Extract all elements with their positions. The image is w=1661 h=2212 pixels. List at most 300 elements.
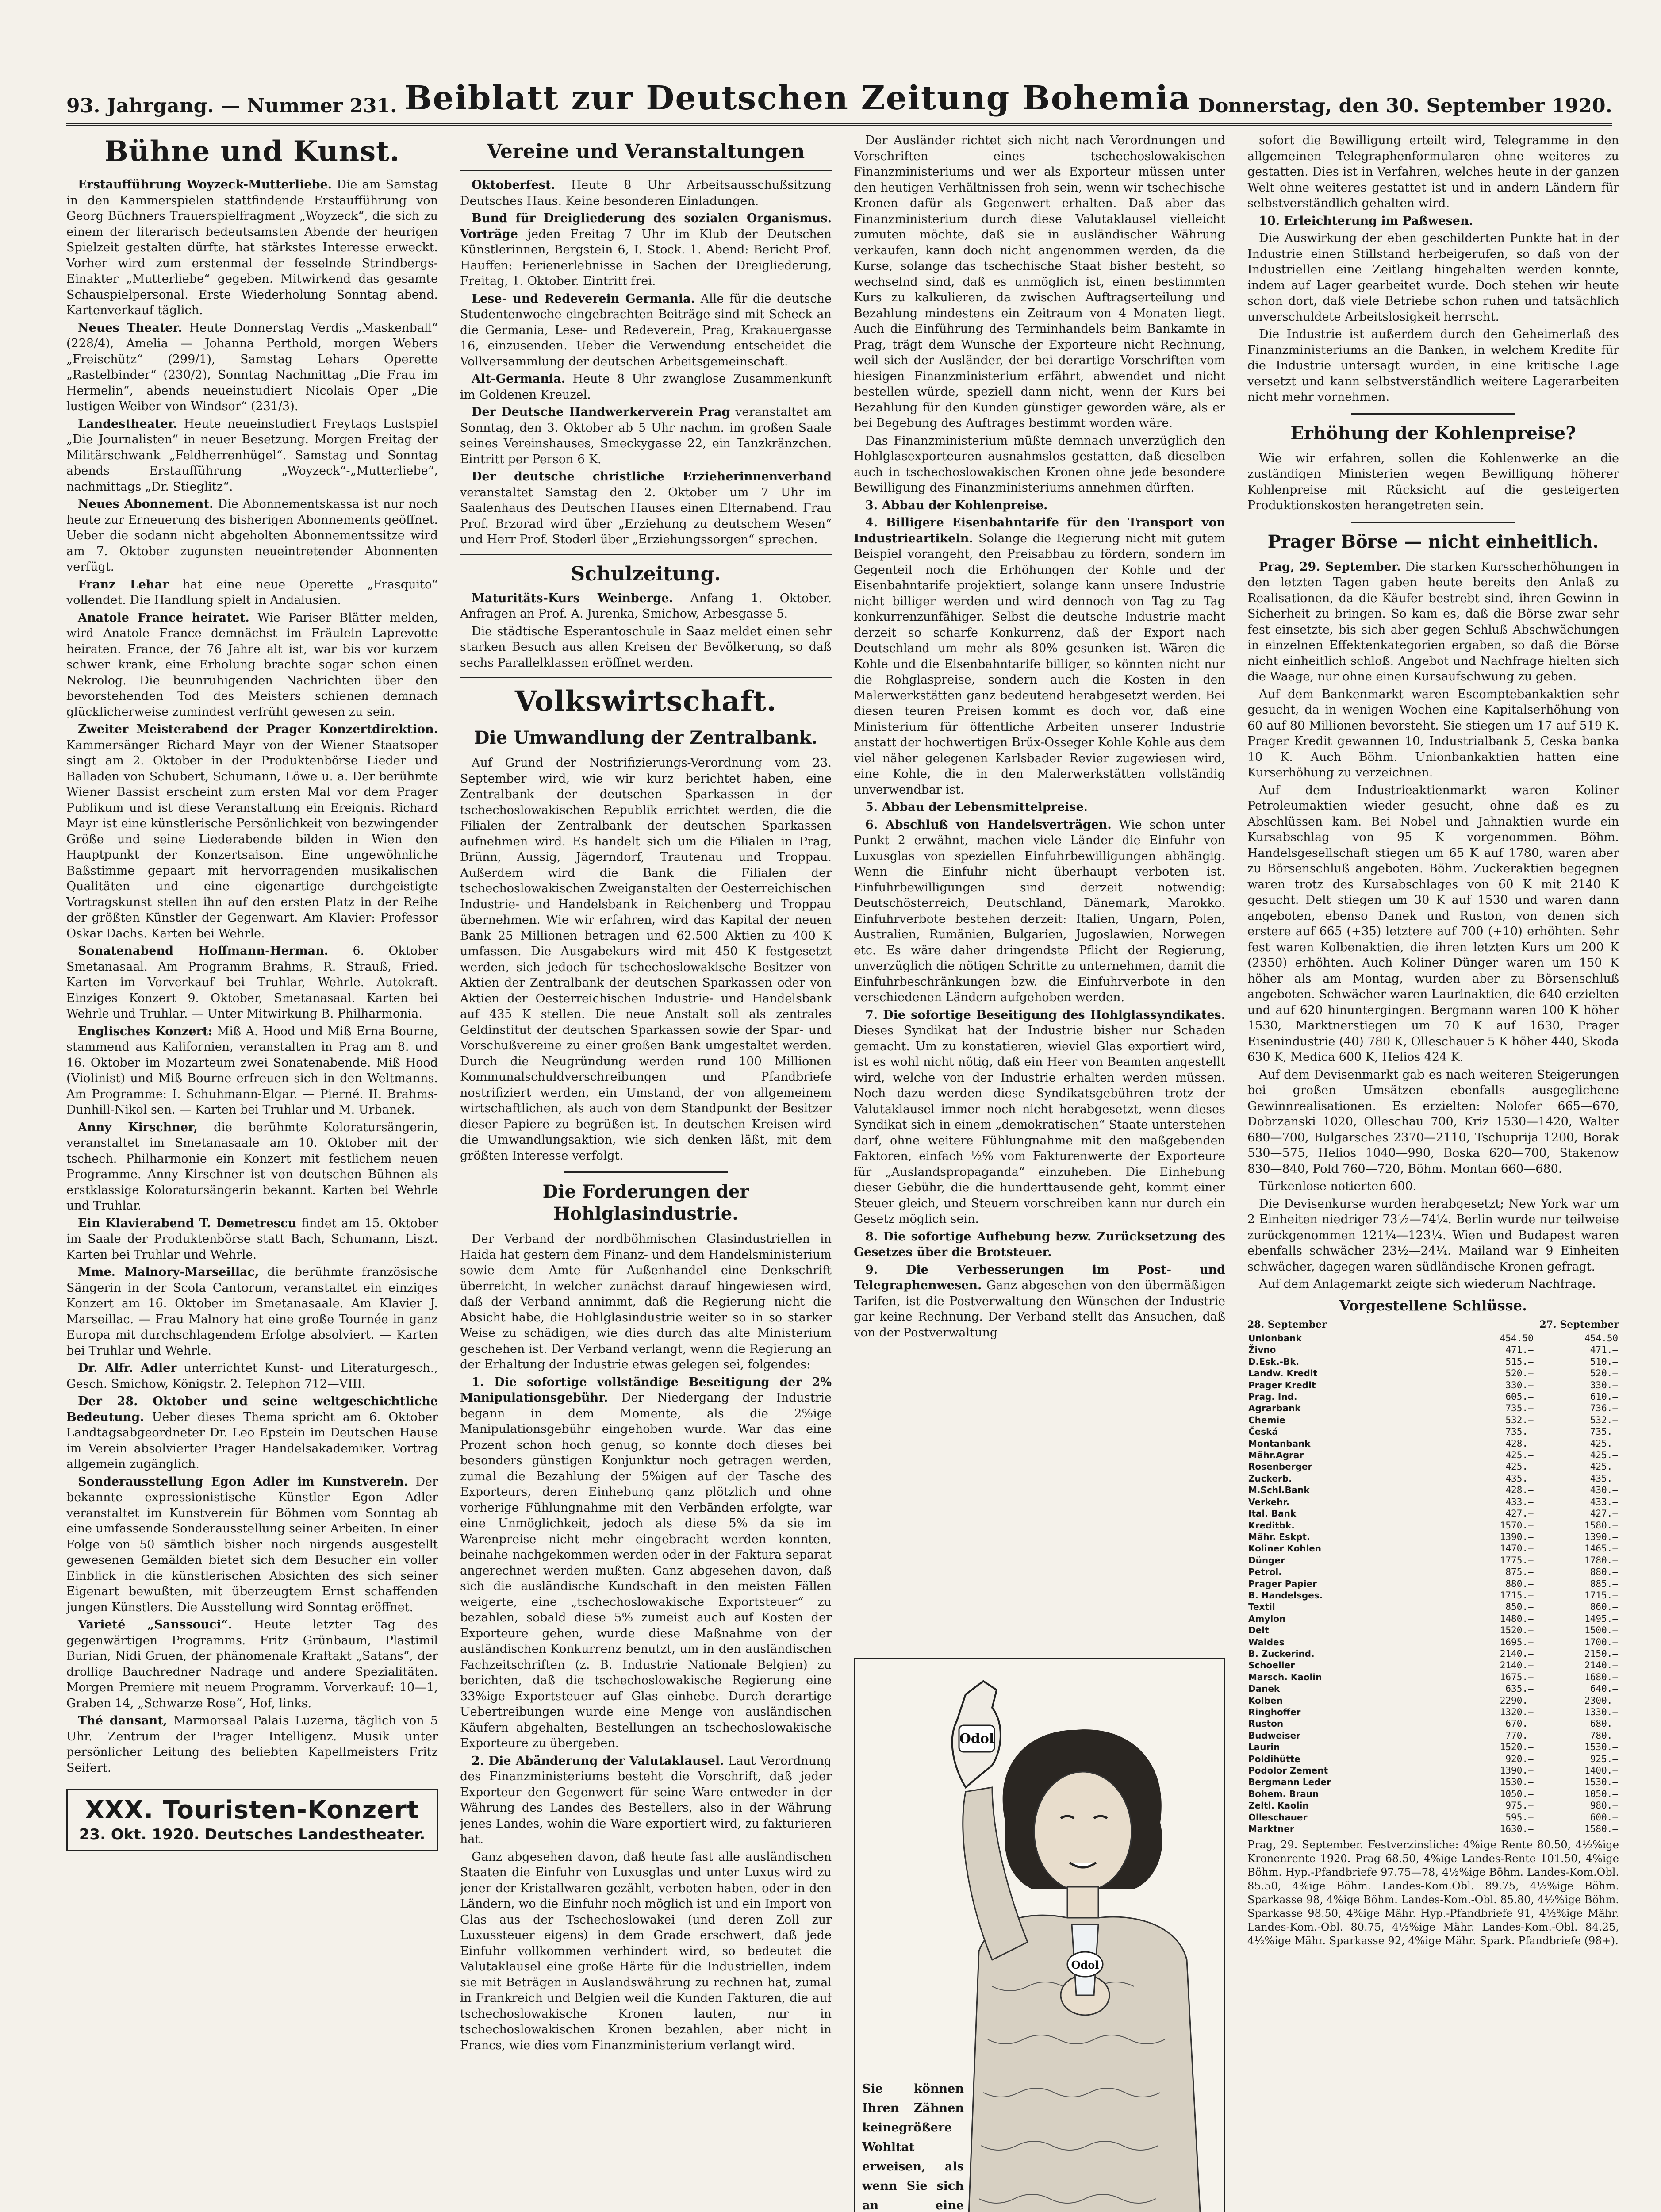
paragraph [460, 211, 832, 289]
quote-28-sep: 428.— [1505, 1485, 1534, 1496]
paragraph-lead: Varieté „Sanssouci“. [78, 1618, 232, 1632]
paragraph [460, 1375, 832, 1751]
paragraph-lead: 3. Abbau der Kohlenpreise. [865, 498, 1048, 512]
stock-name: Ital. Bank [1248, 1508, 1297, 1519]
boerse-body [1247, 559, 1619, 1292]
quote-28-sep: 595.— [1505, 1812, 1534, 1823]
quote-27-sep: 640.— [1590, 1683, 1618, 1694]
stock-name: Zeltl. Kaolin [1248, 1800, 1309, 1811]
paragraph [460, 291, 832, 370]
columns [66, 133, 1619, 2212]
table-row [1247, 1414, 1619, 1426]
quote-28-sep: 435.— [1505, 1473, 1534, 1484]
table-row [1247, 1601, 1619, 1613]
paragraph [1247, 1196, 1619, 1275]
paragraph-text: Die starken Kursscherhöhungen in den letzten Tagen gaben heute bereits den Anlaß zu Realisationen, da die Käufer bestrebt sind, ihren Gewinn in Sicherheit zu bringen. So kam es, daß die Börse zwar sehr fest einsetzte, bis sich aber gegen Schluß Abschwächungen in einzelnen Effektenkategorien ergaben, so daß die Börse nicht einheitlich schloß. Angebot und Nachfrage hielten sich die Waage, nur ohne einen Kursaufschwung zu geben. [1247, 560, 1619, 684]
paragraph-lead: Der 28. Oktober und seine weltgeschichtliche Bedeutung. [66, 1394, 438, 1424]
paragraph [66, 1360, 438, 1392]
article-heading-hohlglas: Die Forderungen der Hohlglasindustrie. [542, 1181, 749, 1224]
paragraph-lead: Anny Kirschner, [78, 1120, 198, 1134]
paragraph-text: Auf dem Anlagemarkt zeigte sich wiederum Nachfrage. [1259, 1277, 1596, 1291]
stock-quotes-table [1247, 1333, 1619, 1835]
paragraph-lead: Alt-Germania. [472, 372, 566, 386]
stock-name: Podolor Zement [1248, 1765, 1328, 1776]
quote-28-sep: 433.— [1505, 1496, 1534, 1507]
quote-27-sep: 425.— [1590, 1461, 1618, 1472]
paragraph-lead: Erstaufführung Woyzeck-Mutterliebe. [78, 178, 332, 192]
quote-27-sep: 885.— [1590, 1578, 1618, 1589]
quote-28-sep: 1630.— [1500, 1824, 1534, 1835]
stock-name: Mähr.Agrar [1248, 1450, 1304, 1461]
vereine-body [460, 177, 832, 548]
section-heading-buehne: Bühne und Kunst. [104, 135, 400, 168]
quote-27-sep: 425.— [1590, 1438, 1618, 1449]
paragraph-lead: Neues Abonnement. [78, 497, 214, 511]
hohlglas-body [460, 1231, 832, 2053]
quote-28-sep: 880.— [1505, 1578, 1534, 1589]
odol-advertisement [854, 1658, 1225, 2212]
quote-27-sep: 1330.— [1584, 1707, 1618, 1717]
table-row [1247, 1379, 1619, 1391]
stock-name: Dünger [1248, 1555, 1285, 1566]
quote-28-sep: 1320.— [1500, 1707, 1534, 1717]
paragraph-text: jeden Freitag 7 Uhr im Klub der Deutschen Künstlerinnen, Bergstein 6, I. Stock. 1. Abend: Bericht Prof. Hauffen: Ferienerlebnisse in Sachen der Dreigliederung, Freitag, 1. Oktober. Eintritt frei. [460, 227, 832, 288]
paragraph-text: Wie Pariser Blätter melden, wird Anatole France demnächst im Fräulein Laprevotte heiraten. France, der 76 Jahre alt ist, war bis vor kurzem schwer krank, eine Erholung brachte sogar schon einen Nekrolog. Die beunruhigenden Nachrichten über den bevorstehenden Tod des Meisters schienen demnach glücklicherweise zumindest verfrüht gewesen zu sein. [66, 611, 438, 719]
paragraph [66, 320, 438, 415]
paragraph-text: Die Industrie ist außerdem durch den Geheimerlaß des Finanzministeriums an die Banken, in welchem Kredite für die Industrie untersagt wurden, in eine kritische Lage versetzt und kann selbstverständlich weitere Lagerarbeiten nicht mehr vornehmen. [1247, 327, 1619, 404]
paragraph-text: Auf dem Devisenmarkt gab es nach weiteren Steigerungen bei großen Umsätzen ebenfalls ausgeglichene Gewinnrealisationen. Es erzielten: Nolofer 665—670, Dobrzanski 1020, Olleschau 700, Kriz 1530—1420, Walter 680—700, Bulgarsches 2370—2110, Tschuprija 1200, Borak 530—575, Helios 1040—990, Boska 620—700, Stakenow 830—840, Pold 760—720, Böhm. Montan 660—680. [1247, 1068, 1619, 1176]
table-row [1247, 1484, 1619, 1496]
bond-quotes-text: Prag, 29. September. Festverzinsliche: 4%ige Rente 80.50, 4½%ige Kronenrente 1920. Prag 68.50, 4%ige Landes-Rente 101.50, 4%ige Böhm. Hyp.-Pfandbriefe 97.75—78, 4½%ige Böhm. Landes-Kom.Obl. 85.50, 4%ige Böhm. Landes-Kom.Obl. 89.75, 4½%ige Böhm. Sparkasse 98, 4%ige Böhm. Landes-Kom.-Obl. 85.80, 4½%ige Böhm. Sparkasse 98.50, 4%ige Mähr. Hyp.-Pfandbriefe 91, 4½%ige Mähr. Landes-Kom.-Obl. 80.75, 4½%ige Mähr. Landes-Kom.-Obl. 84.25, 4½%ige Mähr. Sparkasse 92, 4%ige Mähr. Spark. Pfandbriefe (98+). [1247, 1839, 1619, 1947]
table-row [1247, 1531, 1619, 1543]
paragraph [66, 943, 438, 1022]
quote-27-sep: 1400.— [1584, 1765, 1618, 1776]
quote-27-sep: 1390.— [1584, 1531, 1618, 1542]
paragraph-lead: Sonatenabend Hoffmann-Herman. [78, 944, 329, 958]
paragraph-text: Laut Verordnung des Finanzministeriums besteht die Vorschrift, daß jeder Exporteur den Gegenwert für seine Ware entweder in der Währung des Landes des Bestellers, also in der Währung jenes Landes, wohin die Ware exportiert wird, zu fakturieren hat. [460, 1754, 832, 1846]
hohlglas-continuation [1247, 133, 1619, 405]
quote-28-sep: 454.50 [1500, 1333, 1534, 1344]
quote-27-sep: 880.— [1590, 1567, 1618, 1578]
quote-27-sep: 2150.— [1584, 1648, 1618, 1659]
paragraph [1247, 1276, 1619, 1292]
stock-name: Bergmann Leder [1248, 1777, 1331, 1788]
paragraph-text: veranstaltet Samstag den 2. Oktober um 7 Uhr im Saalenhaus des Deutschen Hauses einen Elternabend. Frau Prof. Brzorad wird über „Erziehung zu deutschem Wesen“ und Herr Prof. Stoderl über „Erziehungssorgen“ sprechen. [460, 485, 832, 546]
divider [460, 677, 832, 678]
paragraph-text: Heute 8 Uhr zwanglose Zusammenkunft im Goldenen Kreuzel. [460, 372, 832, 402]
quote-27-sep: 780.— [1590, 1730, 1618, 1741]
paragraph-lead: 4. Billigere Eisenbahntarife für den Transport von Industrieartikeln. [854, 516, 1225, 545]
paragraph-lead: 6. Abschluß von Handelsverträgen. [865, 818, 1112, 832]
stock-name: Agrarbank [1248, 1403, 1301, 1414]
table-row [1247, 1391, 1619, 1402]
paragraph [460, 624, 832, 671]
quote-28-sep: 471.— [1505, 1344, 1534, 1356]
paragraph-text: 6. Oktober Smetanasaal. Am Programm Brahms, R. Strauß, Fried. Karten im Vorverkauf bei Truhlar, Wehrle. Autokraft. Einziges Konzert 9. Oktober, Smetanasaal. Karten bei Wehrle und Truhlar. — Unter Mitwirkung B. Philharmonia. [66, 944, 438, 1021]
section-heading-schulzeitung: Schulzeitung. [571, 562, 721, 585]
table-row [1247, 1402, 1619, 1414]
stock-name: Ringhoffer [1248, 1707, 1301, 1717]
paragraph [66, 1120, 438, 1214]
quote-28-sep: 975.— [1505, 1800, 1534, 1811]
quote-27-sep: 1495.— [1584, 1613, 1618, 1624]
paragraph [66, 177, 438, 319]
paragraph-text: Das Finanzministerium müßte demnach unverzüglich den Hohlglasexporteuren ausnahmslos gestatten, daß dieselben auch in tschechoslowakischen Kronen ohne jede besondere Bewilligung des Finanzministeriums annehmen dürften. [854, 434, 1225, 495]
stock-name: Delt [1248, 1625, 1269, 1636]
paragraph-lead: Lese- und Redeverein Germania. [472, 292, 695, 306]
paragraph [854, 515, 1225, 798]
quote-27-sep: 1050.— [1584, 1788, 1618, 1799]
paragraph-text: hat eine neue Operette „Frasquito“ vollendet. Die Handlung spielt in Andalusien. [66, 577, 438, 607]
paragraph-text: Der Ausländer richtet sich nicht nach Verordnungen und Vorschriften eines tschechoslowakischen Finanzministeriums und wer als Exporteur müssen unter den heutigen Verhältnissen froh sein, wenn wir tschechische Kronen dafür als Gegenwert erhalten. Daß aber das Finanzministerium durch diese Valutaklausel vielleicht zumuten möchte, daß sie in ausländischer Währung verkaufen, kann doch nicht angenommen werden, da die Kurse, solange das tschechische Staat bisher besteht, so wechselnd sind, daß es unmöglich ist, einen bestimmten Kurs zu kalkulieren, da zwischen Auftragserteilung und Bezahlung mindestens ein Zeitraum von 4 Monaten liegt. Auch die Einführung des Terminhandels beim Bankamte in Prag, trägt dem Wunsche der Exporteure nicht Rechnung, weil sich der Ausländer, der bei derartige Vorschriften vom hiesigen Finanzministerium erfährt, abwendet und nicht bestellen würde, speziell dann nicht, wenn der Kurs bei Bezahlung für den Kunden günstiger geworden wäre, als er bei Begebung des Auftrages bestimmt worden wäre. [854, 134, 1225, 430]
table-row [1247, 1753, 1619, 1765]
table-row [1247, 1613, 1619, 1624]
table-row [1247, 1741, 1619, 1753]
quote-28-sep: 520.— [1505, 1368, 1534, 1379]
paragraph-lead: Anatole France heiratet. [78, 611, 249, 625]
odol-glass-label: Odol [1071, 1959, 1099, 1971]
stock-name: Textil [1248, 1601, 1275, 1613]
quote-27-sep: 680.— [1590, 1718, 1618, 1729]
quote-28-sep: 2140.— [1500, 1648, 1534, 1659]
paragraph [460, 1849, 832, 2054]
quote-28-sep: 330.— [1505, 1379, 1534, 1390]
paragraph-lead: Der Deutsche Handwerkerverein Prag [472, 405, 730, 419]
paragraph-text: Die am Samstag in den Kammerspielen stattfindende Erstaufführung von Georg Büchners Trauerspielfragment „Woyzeck“, die sich zu einem der literarisch bedeutsamsten Abende der heurigen Spielzeit gestalten dürfte, hat stärkstes Interesse erweckt. Vorher wird zum erstenmal der fesselnde Strindbergs-Einakter „Mutterliebe“ gegeben. Mitwirkend das gesamte Schauspielpersonal. Erste Wiederholung Sonntag abend. Kartenverkauf täglich. [66, 178, 438, 317]
zentralbank-body [460, 755, 832, 1164]
kurs-date-1: 28. September [1247, 1318, 1327, 1330]
article-heading-zentralbank: Die Umwandlung der Zentralbank. [474, 727, 818, 748]
quote-28-sep: 670.— [1505, 1718, 1534, 1729]
stock-name: Zuckerb. [1248, 1473, 1292, 1484]
table-row [1247, 1520, 1619, 1531]
quote-27-sep: 2300.— [1584, 1695, 1618, 1706]
quote-28-sep: 1695.— [1500, 1636, 1534, 1647]
quote-28-sep: 1715.— [1500, 1590, 1534, 1601]
quote-28-sep: 2140.— [1500, 1660, 1534, 1671]
quote-28-sep: 1570.— [1500, 1520, 1534, 1531]
paragraph [460, 1231, 832, 1373]
quote-27-sep: 1500.— [1584, 1625, 1618, 1636]
table-row [1247, 1426, 1619, 1437]
paragraph-lead: Bund für Dreigliederung des sozialen Organismus. Vorträge [460, 211, 832, 241]
paragraph-lead: 5. Abbau der Lebensmittelpreise. [865, 800, 1088, 814]
table-row [1247, 1508, 1619, 1519]
stock-name: Verkehr. [1248, 1496, 1289, 1507]
paragraph-lead: Zweiter Meisterabend der Prager Konzertdirektion. [78, 722, 438, 736]
table-row [1247, 1566, 1619, 1578]
paragraph-lead: Sonderausstellung Egon Adler im Kunstverein. [78, 1475, 408, 1489]
paragraph-lead: 7. Die sofortige Beseitigung des Hohlglassyndikates. [865, 1008, 1225, 1022]
paragraph [460, 1753, 832, 1847]
stock-name: Petrol. [1248, 1567, 1282, 1578]
quote-27-sep: 532.— [1590, 1414, 1618, 1425]
quote-27-sep: 330.— [1590, 1379, 1618, 1390]
paragraph [1247, 451, 1619, 514]
paragraph-text: Der Verband der nordböhmischen Glasindustriellen in Haida hat gestern dem Finanz- und dem Handelsministerium sowie dem Amte für Außenhandel eine Denkschrift überreicht, in welcher zunächst darauf hingewiesen wird, daß der Verband annimmt, daß die Regierung nicht die Absicht habe, die Hohlglasindustrie weiter so in so starker Weise zu schädigen, wie dies durch das alte Ministerium geschehen ist. Der Verband verlangt, wenn die Regierung an der Erhaltung der Industrie etwas gelegen sei, folgendes: [460, 1232, 832, 1371]
divider [1351, 522, 1515, 523]
stock-name: Mähr. Eskpt. [1248, 1531, 1310, 1542]
table-row [1247, 1636, 1619, 1648]
paragraph [460, 177, 832, 209]
table-row [1247, 1624, 1619, 1636]
schulzeitung-body [460, 591, 832, 671]
paragraph [854, 799, 1225, 815]
paragraph [460, 591, 832, 622]
paragraph-text: Ganz abgesehen davon, daß heute fast alle ausländischen Staaten die Einfuhr von Luxusglas und unter Luxus wird zu jener der Kristallwaren gezählt, verboten haben, oder in den Ländern, wo die Einfuhr noch möglich ist und ein Import von Glas aus der Tschechoslowakei (und deren Zoll zur Luxussteuer eigens) in dem Grade erschwert, daß jede Einfuhr vollkommen verhindert wird, so bedeutet die Valutaklausel eine große Härte für die Industriellen, indem sie mit Beträgen in Auslandswährung zu rechnen hat, zumal in Frankreich und Belgien weil die Kunden Fakturen, die auf tschechoslowakische Kronen lauten, nur in tschechoslowakischen Kronen bezahlen, aber nicht in Francs, wie dies vom Finanzministerium verlangt wird. [460, 1850, 832, 2052]
table-row [1247, 1718, 1619, 1729]
quote-27-sep: 1465.— [1584, 1543, 1618, 1554]
paragraph-text: Auf Grund der Nostrifizierungs-Verordnung vom 23. September wird, wie wir kurz berichtet haben, eine Zentralbank der deutschen Sparkassen in der tschechoslowakischen Republik errichtet werden, die die Filialen der Zentralbank der deutschen Sparkassen aufnehmen wird. Es handelt sich um die Filialen in Prag, Brünn, Aussig, Jägerndorf, Trautenau und Troppau. Außerdem wird die Bank die Filialen der tschechoslowakischen Zweiganstalten der Oesterreichischen Industrie- und Handelsbank in Reichenberg und Troppau übernehmen. Wie wir erfahren, wird das Kapital der neuen Bank 25 Millionen betragen und 62.500 Aktien zu 400 K umfassen. Die Ausgabekurs wird mit 450 K festgesetzt werden, sich jedoch für tschechoslowakische Besitzer von Aktien der Zentralbank der deutschen Sparkassen oder von Aktien der Oesterreichischen Industrie- und Handelsbank auf 435 K stellen. Die neue Anstalt soll als zentrales Geldinstitut der deutschen Sparkassen sowie der Spar- und Vorschußvereine zu einer großen Bank umgestaltet werden. Durch die Neugründung werden rund 100 Millionen Kommunalschuldverschreibungen und Pfandbriefe nostrifiziert werden, ein Umstand, der von allgemeinem wirtschaftlichen, als auch von dem Standpunkt der Besitzer dieser Papiere zu begrüßen ist. In deutschen Kreisen wird die Umwandlungsaktion, wie sich denken läßt, mit dem größten Interesse verfolgt. [460, 756, 832, 1163]
column-1 [66, 133, 438, 2212]
quote-28-sep: 427.— [1505, 1508, 1534, 1519]
quote-27-sep: 1530.— [1584, 1742, 1618, 1753]
paragraph-text: Wie schon unter Punkt 2 erwähnt, machen viele Länder die Einfuhr von Luxusglas von speziellen Einfuhrbewilligungen abhängig. Wenn die Einfuhr nicht überhaupt verboten ist. Einfuhrbewilligungen sind derzeit notwendig: Deutschösterreich, Deutschland, Dänemark, Marokko. Einfuhrverbote bestehen derzeit: Italien, Ungarn, Polen, Australien, Rumänien, Bulgarien, Jugoslawien, Norwegen etc. Es wäre daher dringendste Pflicht der Regierung, unverzüglich die nötigen Schritte zu unternehmen, damit die Einfuhrbeschränkungen bzw. die Einfuhrverbote in den verschiedenen Ländern aufgehoben werden. [854, 818, 1225, 1004]
stock-name: Prager Kredit [1248, 1379, 1316, 1390]
paragraph-text: Marmorsaal Palais Luzerna, täglich von 5 Uhr. Zentrum der Prager Intelligenz. Musik unter persönlicher Leitung des beliebten Kapellmeisters Fritz Seifert. [66, 1714, 438, 1775]
paragraph [66, 416, 438, 495]
touristen-konzert-ad [66, 1789, 438, 1851]
paragraph-text: unterrichtet Kunst- und Literaturgesch., Gesch. Smichow, Königstr. 2. Telephon 712—VIII. [66, 1361, 438, 1391]
paragraph [460, 404, 832, 467]
paragraph-lead: Neues Theater. [78, 321, 182, 335]
column-2 [460, 133, 832, 2212]
column-1-body [66, 177, 438, 1776]
odol-bottle-label: Odol [959, 1731, 994, 1747]
paragraph-text: Türkenlose notierten 600. [1259, 1179, 1417, 1193]
quote-28-sep: 1470.— [1500, 1543, 1534, 1554]
quote-28-sep: 920.— [1505, 1753, 1534, 1764]
column-4 [1247, 133, 1619, 2212]
divider [1351, 413, 1515, 415]
quote-27-sep: 1580.— [1584, 1520, 1618, 1531]
paragraph [66, 1024, 438, 1118]
paragraph [854, 1229, 1225, 1260]
odol-slogan: Sie können Ihren Zähnen keinegrößere Wohltat erweisen, als wenn Sie sich an eine [862, 2082, 964, 2212]
issue-date: Donnerstag, den 30. September 1920. [1198, 95, 1612, 117]
kurs-table-heading: Vorgestellene Schlüsse. [1339, 1297, 1527, 1314]
paragraph-lead: Dr. Alfr. Adler [78, 1361, 177, 1375]
paragraph-text: Anfang 1. Oktober. Anfragen an Prof. A. Jurenka, Smichow, Arbesgasse 5. [460, 591, 832, 621]
paragraph [1247, 133, 1619, 211]
quote-27-sep: 1680.— [1584, 1671, 1618, 1682]
stock-name: Prager Papier [1248, 1578, 1317, 1589]
quote-28-sep: 532.— [1505, 1414, 1534, 1425]
paragraph [854, 1262, 1225, 1341]
table-row [1247, 1344, 1619, 1356]
paragraph [854, 433, 1225, 496]
table-row [1247, 1683, 1619, 1694]
stock-name: Danek [1248, 1683, 1280, 1694]
paragraph-text: Auf dem Bankenmarkt waren Escomptebankaktien sehr gesucht, da in wenigen Wochen eine Kapitalserhöhung von 60 auf 80 Millionen bevorsteht. Sie stiegen um 17 auf 519 K. Prager Kredit gewannen 10, Industrialbank 5, Ceska banka 10 K. Auch Böhm. Unionbankaktien hatten eine Kurserhöhung zu verzeichnen. [1247, 687, 1619, 780]
table-row [1247, 1356, 1619, 1367]
kurs-table-dates [1247, 1317, 1619, 1333]
stock-name: Rosenberger [1248, 1461, 1312, 1472]
stock-name: Schoeller [1248, 1660, 1295, 1671]
table-row [1247, 1671, 1619, 1683]
paragraph [66, 1394, 438, 1472]
section-heading-vereine: Vereine und Veranstaltungen [487, 140, 805, 163]
paragraph-text: Heute neueinstudiert Freytags Lustspiel „Die Journalisten“ in neuer Besetzung. Morgen Freitag der Militärschwank „Feldherrenhügel“. Samstag und Sonntag abends Erstaufführung „Woyzeck“-„Mutterliebe“, nachmittags „Dr. Stieglitz“. [66, 417, 438, 494]
quote-28-sep: 1775.— [1500, 1555, 1534, 1566]
paragraph-text: Die Devisenkurse wurden herabgesetzt; New York war um 2 Einheiten niedriger 73½—74¼. Berlin wurde nur teilweise zurückgenommen 121¼—123¼. Wien und Budapest waren ebenfalls schwächer 23½—24¼. Mailand war 9 Einheiten schwächer, dagegen waren südländische Kronen gefragt. [1247, 1197, 1619, 1274]
quote-28-sep: 515.— [1505, 1356, 1534, 1367]
table-row [1247, 1812, 1619, 1823]
paragraph [66, 1264, 438, 1359]
paragraph [460, 469, 832, 548]
paragraph-lead: Englisches Konzert: [78, 1024, 213, 1038]
table-row [1247, 1788, 1619, 1800]
table-row [1247, 1659, 1619, 1671]
paragraph-lead: Ein Klavierabend T. Demetrescu [78, 1216, 297, 1230]
table-row [1247, 1438, 1619, 1449]
paragraph-text: veranstaltet am Sonntag, den 3. Oktober ab 5 Uhr nachm. im großen Saale seines Vereinshauses, Smeckygasse 22, ein Tanzkränzchen. Eintritt per Person 6 K. [460, 405, 832, 466]
divider [460, 554, 832, 555]
paragraph [1247, 326, 1619, 405]
paragraph [66, 1617, 438, 1711]
table-row [1247, 1695, 1619, 1706]
paragraph-text: findet am 15. Oktober im Saale der Produktenbörse statt Bach, Schumann, Liszt. Karten bei Truhlar und Wehrle. [66, 1216, 438, 1262]
paragraph [1247, 230, 1619, 325]
quote-28-sep: 1390.— [1500, 1765, 1534, 1776]
paragraph-text: die berühmte französische Sängerin in der Scola Cantorum, veranstaltet ein einziges Konzert am 16. Oktober im Smetanasaale. Am Klavier J. Marseillac. — Frau Malnory hat eine große Tournée in ganz Europa mit durchschlagendem Erfolge absolviert. — Karten bei Truhlar und Wehrle. [66, 1265, 438, 1358]
paragraph [66, 610, 438, 720]
paragraph-lead: 2. Die Abänderung der Valutaklausel. [472, 1754, 724, 1768]
paragraph [66, 577, 438, 608]
paragraph [1247, 559, 1619, 685]
paragraph-lead: Franz Lehar [78, 577, 169, 591]
paragraph-lead: 8. Die sofortige Aufhebung bezw. Zurücksetzung des Gesetzes über die Brotsteuer. [854, 1229, 1225, 1259]
paragraph [460, 755, 832, 1164]
stock-name: Marsch. Kaolin [1248, 1671, 1322, 1682]
stock-name: Budweiser [1248, 1730, 1301, 1741]
quote-28-sep: 425.— [1505, 1450, 1534, 1461]
table-row [1247, 1333, 1619, 1344]
table-row [1247, 1730, 1619, 1741]
article-heading-boerse: Prager Börse — nicht einheitlich. [1267, 531, 1599, 552]
paragraph-text: sofort die Bewilligung erteilt wird, Telegramme in den allgemeinen Telegraphenformularen ohne weiteres zu gestatten. Dies ist in Verfahren, welches heute in der ganzen Welt ohne weiteres gestattet ist und in andern Ländern für selbstverständlich gehalten wird. [1247, 134, 1619, 210]
quote-27-sep: 1715.— [1584, 1590, 1618, 1601]
quote-28-sep: 635.— [1505, 1683, 1534, 1694]
paragraph-text: Die Abonnementskassa ist nur noch heute zur Erneuerung des bisherigen Abonnements geöffnet. Ueber die sodann nicht abgeholten Abonnementssitze wird am 7. Oktober zugunsten neueintretender Abonnenten verfügt. [66, 497, 438, 574]
paragraph-lead: Prag, 29. September. [1259, 560, 1401, 574]
divider [564, 1171, 728, 1173]
quote-27-sep: 1580.— [1584, 1824, 1618, 1835]
table-row [1247, 1765, 1619, 1776]
quote-27-sep: 610.— [1590, 1391, 1618, 1402]
paragraph [66, 722, 438, 941]
quote-28-sep: 735.— [1505, 1403, 1534, 1414]
paragraph-text: Der bekannte expressionistische Künstler Egon Adler veranstaltet im Kunstverein für Böhmen vom Sonntag ab eine umfassende Sonderausstellung seiner Arbeiten. In einer Folge von 50 sämtlich bisher noch nirgends ausgestellt gewesenen Gemälden bietet sich dem Besucher ein voller Einblick in die künstlerischen Absichten des sich seiner Eigenart bewußten, mit überzeugtem Ernst schaffenden jungen Künstlers. Die Ausstellung wird Sonntag eröffnet. [66, 1475, 438, 1614]
paragraph-text: Der Niedergang der Industrie begann in dem Momente, als die 2%ige Manipulationsgebühr eingehoben wurde. War das eine Prozent schon hoch genug, so konnte doch dieses bei besonders günstigen Konjunktur noch getragen werden, zumal die Bezahlung der 5%igen auf der Tasche des Exporteurs, deren Einhebung ganz plötzlich und ohne vorherige Fühlungnahme mit den Verbänden erfolgte, war eine Unmöglichkeit, jedoch als diese 5% da sie im Warenpreise nicht mehr eingebracht werden konnten, beinahe nachgekommen werden oder in der Faktura separat angerechnet werden mußten. Ganz abgesehen davon, daß sich die ausländische Kundschaft in den meisten Fällen weigerte, eine „tschechoslowakische Exportsteuer“ zu bezahlen, sobald diese 5% zumeist auch auf Kosten der Exporteure gehen, wurde diese Maßnahme von der ausländischen Konkurrenz benutzt, um in den ausländischen Fachzeitschriften (z. B. Industrie Nationale Belgien) zu berichten, daß die tschechoslowakische Regierung eine 33%ige Exportsteuer auf Glas einhebe. Durch derartige Uebertreibungen wurde eine Menge von ausländischen Käufern abgehalten, Bestellungen an tschechoslowakische Exporteure zu übergeben. [460, 1391, 832, 1750]
quote-27-sep: 427.— [1590, 1508, 1618, 1519]
paragraph-text: Dieses Syndikat hat der Industrie bisher nur Schaden gemacht. Um zu konstatieren, wieviel Glas exportiert wird, ist es wohl nicht nötig, daß ein Heer von Beamten angestellt wird, welche von der Industrie erhalten werden müssen. Noch dazu werden diese Syndikatsgebühren trotz der Valutaklausel immer noch nicht herabgesetzt, wenn dieses Syndikat sich in einem „demokratischen“ Staate unterstehen darf, ohne weitere Fühlungnahme mit den maßgebenden Faktoren, einfach ½% vom Fakturenwerte der Exporteure für „Auslandspropaganda“ einzuheben. Die Einhebung dieser Gebühr, die die hunderttausende geht, kommt einer Steuer gleich, und Steuern vorschreiben kann nur durch ein Gesetz möglich sein. [854, 1024, 1225, 1226]
paragraph-lead: 9. Die Verbesserungen im Post- und Telegraphenwesen. [854, 1263, 1225, 1292]
quote-27-sep: 2140.— [1584, 1660, 1618, 1671]
paragraph-text: Heute letzter Tag des gegenwärtigen Programms. Fritz Grünbaum, Plastimil Burian, Nidi Gruen, der phänomenale Kraftakt „Satans“, der drollige Bauchredner Nadrage und andere Spezialitäten. Morgen Premiere mit neuem Programm. Vorverkauf: 10—1, Graben 14, „Schwarze Rose“, Hof, links. [66, 1618, 438, 1710]
paragraph-text: die berühmte Koloratursängerin, veranstaltet im Smetanasaale am 10. Oktober mit der tschech. Philharmonie ein Konzert mit festlichem neuen Programme. Anny Kirschner ist von deutschen Bühnen als erstklassige Koloratursängerin bekannt. Karten bei Wehrle und Truhlar. [66, 1120, 438, 1213]
issue-number: 93. Jahrgang. — Nummer 231. [66, 95, 397, 117]
table-row [1247, 1449, 1619, 1461]
paragraph-text: Auf dem Industrieaktienmarkt waren Koliner Petroleumaktien wieder gesucht, ohne daß es zu Abschlüssen kam. Bei Nobel und Jahnaktien wurde ein Kursabschlag von 95 K vorgenommen. Böhm. Handelsgesellschaft stiegen um 65 K auf 1780, waren aber zu Börsenschluß angeboten. Böhm. Zuckeraktien begegnen waren trotz des Kursabschlages von 60 K mit 2140 K gesucht. Delt stiegen um 30 K auf 1530 und waren dann angeboten, ebenso Danek und Ruston, von denen sich erstere auf 665 (+35) letztere auf 700 (+10) erhöhten. Sehr fest waren Kolbenaktien, die ihren letzten Kurs um 200 K (2350) erhöhten. Auch Koliner Dünger waren um 150 K höher als am Montag, wurden aber zu Börsenschluß angeboten. Schwächer waren Laurinaktien, die 640 erzielten und auf 620 hinuntergingen. Bergmann waren 100 K höher 1530, Marktnerstiegen um 70 K auf 1630, Prager Eisenindustrie (40) 780 K, Olleschauer 5 K höher 440, Skoda 630 K, Medica 600 K, Helios 424 K. [1247, 783, 1619, 1064]
paragraph-text: Solange die Regierung nicht mit gutem Beispiel vorangeht, den Preisabbau zu fördern, sondern im Gegenteil noch die Erhöhungen der Kohle und der Eisenbahntarife projektiert, solange kann unsere Industrie nicht billiger werden und wird dennoch von Tag zu Tag konkurrenzunfähiger. Selbst die deutsche Industrie macht derzeit so scharfe Konkurrenz, daß der Export nach Deutschland um mehr als 80% gesunken ist. Wären die Kohle und die Eisenbahntarife billiger, so könnten nicht nur die Rohglaspreise, sondern auch die Kosten in den Malerwerkstätten ganz bedeutend herabgesetzt werden. Bei diesen teuren Preisen kommt es doch vor, daß eine Ministerium für öffentliche Arbeiten unserer Industrie anstatt der hochwertigen Brüx-Osseger Kohle Kohle aus dem viel näher gelegenen Karlsbader Revier zugewiesen wird, eine Kohle, die in den Malerwerkstätten vollständig unverwendbar ist. [854, 531, 1225, 797]
paragraph-text: Die städtische Esperantoschule in Saaz meldet einen sehr starken Besuch aus allen Kreisen der Bevölkerung, so daß sechs Parallelklassen eröffnet werden. [460, 624, 832, 670]
paragraph-text: Heute 8 Uhr Arbeitsausschußsitzung Deutsches Haus. Keine besonderen Einladungen. [460, 178, 832, 208]
quote-28-sep: 735.— [1505, 1426, 1534, 1437]
kohlenpreise-body [1247, 451, 1619, 514]
quote-28-sep: 1520.— [1500, 1742, 1534, 1753]
stock-name: Poldihütte [1248, 1753, 1300, 1764]
quote-27-sep: 471.— [1590, 1344, 1618, 1356]
stock-name: Montanbank [1248, 1438, 1311, 1449]
stock-name: B. Zuckerind. [1248, 1648, 1315, 1659]
quote-27-sep: 435.— [1590, 1473, 1618, 1484]
table-row [1247, 1496, 1619, 1508]
quote-27-sep: 925.— [1590, 1753, 1618, 1764]
stock-name: Česká [1248, 1426, 1278, 1437]
quote-28-sep: 425.— [1505, 1461, 1534, 1472]
paragraph [1247, 1067, 1619, 1177]
quote-27-sep: 425.— [1590, 1450, 1618, 1461]
paragraph-text: Ueber dieses Thema spricht am 6. Oktober Landtagsabgeordneter Dr. Leo Epstein im Deutschen Hause im Verein absolvierter Prager Handelsakademiker. Vortrag allgemein zugänglich. [66, 1410, 438, 1471]
quote-27-sep: 1700.— [1584, 1636, 1618, 1647]
table-row [1247, 1578, 1619, 1590]
paragraph-text: Miß A. Hood und Miß Erna Bourne, stammend aus Kalifornien, veranstalten in Prag am 8. und 16. Oktober im Mozarteum zwei Sonatenabende. Miß Hood (Violinist) und Miß Bourne erfreuen sich in den Weltmanns. Am Programme: I. Schuhmann-Elgar. — Pierné. II. Brahms-Dunhill-Nikol sen. — Karten bei Truhlar und M. Urbanek. [66, 1024, 438, 1117]
paragraph-text: Ganz abgesehen von den übermäßigen Tarifen, ist die Postverwaltung den Wünschen der Industrie gar keine Rechnung. Der Verband stellt das Ansuchen, daß von der Postverwaltung [854, 1279, 1225, 1340]
stock-name: Landw. Kredit [1248, 1368, 1318, 1379]
column-3 [854, 133, 1225, 2212]
table-row [1247, 1555, 1619, 1566]
quote-27-sep: 454.50 [1584, 1333, 1618, 1344]
stock-name: Laurin [1248, 1742, 1280, 1753]
newspaper-title: Beiblatt zur Deutschen Zeitung Bohemia [404, 79, 1191, 117]
paragraph [66, 1216, 438, 1263]
table-row [1247, 1823, 1619, 1835]
quote-27-sep: 1780.— [1584, 1555, 1618, 1566]
quote-27-sep: 600.— [1590, 1812, 1618, 1823]
paragraph-lead: 10. Erleichterung im Paßwesen. [1259, 214, 1473, 228]
stock-name: Marktner [1248, 1824, 1294, 1835]
paragraph [1247, 213, 1619, 229]
stock-name: B. Handelsges. [1248, 1590, 1323, 1601]
paragraph-text: Wie wir erfahren, sollen die Kohlenwerke an die zuständigen Ministerien wegen Bewilligung höherer Kohlenpreise mit Rücksicht auf die gesteigerten Produktionskosten herangetreten sein. [1247, 451, 1619, 512]
quote-28-sep: 1675.— [1500, 1671, 1534, 1682]
paragraph-lead: Mme. Malnory-Marseillac, [78, 1265, 259, 1279]
section-heading-volkswirtschaft: Volkswirtschaft. [514, 685, 777, 718]
quote-28-sep: 1050.— [1500, 1788, 1534, 1799]
table-row [1247, 1706, 1619, 1718]
quote-28-sep: 1480.— [1500, 1613, 1534, 1624]
stock-name: Živno [1248, 1344, 1276, 1356]
quote-27-sep: 433.— [1590, 1496, 1618, 1507]
table-row [1247, 1648, 1619, 1659]
paragraph [854, 498, 1225, 514]
quote-27-sep: 860.— [1590, 1601, 1618, 1613]
quote-27-sep: 980.— [1590, 1800, 1618, 1811]
odol-woman-illustration [939, 1677, 1222, 2212]
table-row [1247, 1800, 1619, 1811]
quote-27-sep: 736.— [1590, 1403, 1618, 1414]
paragraph [66, 1713, 438, 1776]
paragraph-lead: Maturitäts-Kurs Weinberge. [472, 591, 673, 605]
quote-28-sep: 428.— [1505, 1438, 1534, 1449]
quote-28-sep: 850.— [1505, 1601, 1534, 1613]
stock-name: Chemie [1248, 1414, 1285, 1425]
table-row [1247, 1473, 1619, 1484]
paragraph [854, 133, 1225, 431]
quote-28-sep: 1520.— [1500, 1625, 1534, 1636]
quote-27-sep: 430.— [1590, 1485, 1618, 1496]
